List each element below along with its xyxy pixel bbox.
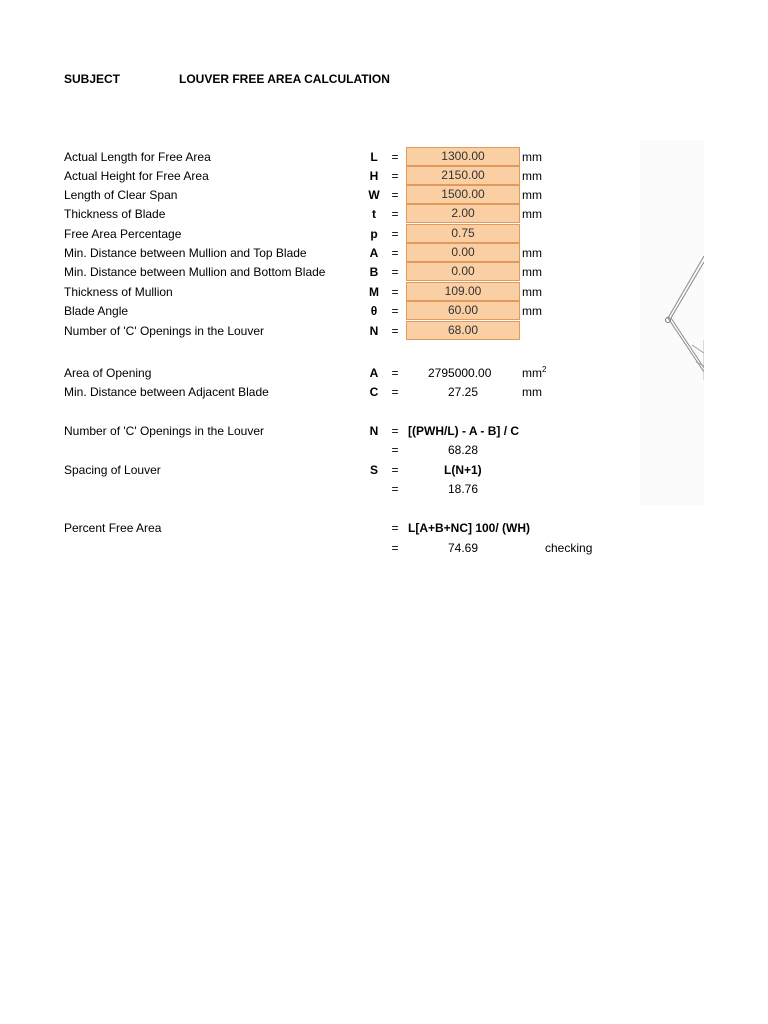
equals-sign: = — [391, 482, 399, 496]
input-label: Actual Height for Free Area — [64, 169, 209, 183]
result-unit: mm — [522, 385, 542, 399]
input-value-cell[interactable]: 1300.00 — [406, 147, 520, 166]
result-value: 74.69 — [448, 541, 479, 555]
equals-sign: = — [391, 169, 399, 183]
input-symbol: M — [369, 285, 379, 299]
sheet-title: LOUVER FREE AREA CALCULATION — [179, 72, 390, 86]
result-value: 68.28 — [448, 443, 479, 457]
input-symbol: L — [370, 150, 378, 164]
unit-text: mm — [522, 366, 542, 380]
input-unit: mm — [522, 265, 542, 279]
input-value-cell[interactable]: 1500.00 — [406, 185, 520, 204]
input-label: Thickness of Blade — [64, 207, 166, 221]
unit-superscript: 2 — [542, 365, 547, 374]
result-symbol: A — [369, 366, 379, 380]
equals-sign: = — [391, 207, 399, 221]
input-unit: mm — [522, 285, 542, 299]
input-symbol: H — [369, 169, 379, 183]
input-value-cell[interactable]: 109.00 — [406, 282, 520, 301]
subject-label: SUBJECT — [64, 72, 121, 86]
input-symbol: N — [369, 324, 379, 338]
result-label: Number of 'C' Openings in the Louver — [64, 424, 265, 438]
input-value-cell[interactable]: 68.00 — [406, 321, 520, 340]
input-unit: mm — [522, 207, 542, 221]
equals-sign: = — [391, 521, 399, 535]
input-symbol: B — [369, 265, 379, 279]
input-label: Length of Clear Span — [64, 188, 178, 202]
result-label: Min. Distance between Adjacent Blade — [64, 385, 269, 399]
input-value-cell[interactable]: 0.00 — [406, 243, 520, 262]
input-label: Thickness of Mullion — [64, 285, 173, 299]
result-value: 18.76 — [448, 482, 479, 496]
louver-blade-drawing — [640, 140, 704, 505]
result-formula: L(N+1) — [444, 463, 482, 477]
checking-note: checking — [545, 541, 593, 555]
result-label: Spacing of Louver — [64, 463, 161, 477]
input-symbol: A — [369, 246, 379, 260]
result-formula: [(PWH/L) - A - B] / C — [408, 424, 520, 438]
input-value-cell[interactable]: 2.00 — [406, 204, 520, 223]
result-symbol: S — [369, 463, 378, 477]
equals-sign: = — [391, 366, 399, 380]
input-symbol: t — [372, 207, 376, 221]
equals-sign: = — [391, 463, 399, 477]
input-unit: mm — [522, 188, 542, 202]
input-value-cell[interactable]: 2150.00 — [406, 166, 520, 185]
input-label: Blade Angle — [64, 304, 129, 318]
input-label: Min. Distance between Mullion and Bottom Blade — [64, 265, 326, 279]
equals-sign: = — [391, 188, 399, 202]
input-label: Number of 'C' Openings in the Louver — [64, 324, 265, 338]
input-symbol: p — [370, 227, 378, 241]
equals-sign: = — [391, 150, 399, 164]
input-unit: mm — [522, 169, 542, 183]
result-value: 27.25 — [447, 385, 479, 399]
louver-sketch — [640, 140, 704, 505]
result-value: 2795000.00 — [428, 366, 492, 380]
input-unit: mm — [522, 246, 542, 260]
input-label: Actual Length for Free Area — [64, 150, 211, 164]
equals-sign: = — [391, 304, 399, 318]
result-symbol: C — [369, 385, 379, 399]
input-symbol: θ — [370, 304, 378, 318]
input-value-cell[interactable]: 0.75 — [406, 224, 520, 243]
input-label: Free Area Percentage — [64, 227, 182, 241]
result-label: Area of Opening — [64, 366, 152, 380]
result-symbol: N — [369, 424, 379, 438]
equals-sign: = — [391, 227, 399, 241]
equals-sign: = — [391, 443, 399, 457]
result-label: Percent Free Area — [64, 521, 162, 535]
input-label: Min. Distance between Mullion and Top Blade — [64, 246, 307, 260]
equals-sign: = — [391, 285, 399, 299]
equals-sign: = — [391, 424, 399, 438]
input-unit: mm — [522, 150, 542, 164]
input-value-cell[interactable]: 60.00 — [406, 301, 520, 320]
equals-sign: = — [391, 385, 399, 399]
equals-sign: = — [391, 246, 399, 260]
equals-sign: = — [391, 541, 399, 555]
result-unit — [522, 365, 546, 381]
input-unit: mm — [522, 304, 542, 318]
input-symbol: W — [368, 188, 380, 202]
result-formula: L[A+B+NC] 100/ (WH) — [408, 521, 531, 535]
equals-sign: = — [391, 265, 399, 279]
equals-sign: = — [391, 324, 399, 338]
input-value-cell[interactable]: 0.00 — [406, 262, 520, 281]
